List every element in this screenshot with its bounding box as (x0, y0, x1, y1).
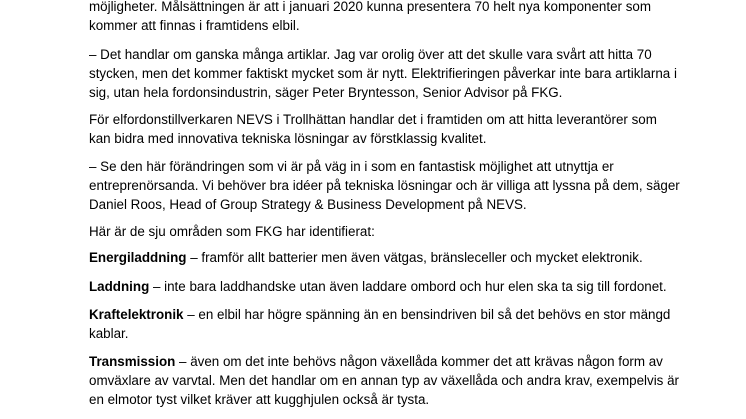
area-term: Energiladdning (89, 250, 187, 265)
text-line (89, 305, 709, 324)
text-line: möjligheter. Målsättningen är att i januari 2020 kunna presentera 70 helt nya komponenter som (89, 0, 652, 14)
text-line: sig, utan hela fordonsindustrin, säger Peter Bryntesson, Senior Advisor på FKG. (89, 85, 563, 100)
area-term: Kraftelektronik (89, 307, 184, 322)
area-description: – framför allt batterier men även vätgas, bränsleceller och mycket elektronik. (186, 250, 643, 265)
text-line: För elfordonstillverkaren NEVS i Trollhättan handlar det i framtiden om att hitta leverantörer som (89, 112, 657, 127)
paragraph-bryntesson-quote (89, 45, 709, 102)
text-line: kablar. (89, 326, 129, 341)
area-description: – en elbil har högre spänning än en bensindriven bil så det behövs en stor mängd (183, 307, 671, 322)
paragraph-nevs (89, 110, 709, 148)
paragraph-areas-intro (89, 222, 709, 241)
text-line: Daniel Roos, Head of Group Strategy & Business Development på NEVS. (89, 197, 527, 212)
paragraph-intro-end (89, 0, 709, 35)
text-line (89, 248, 709, 267)
text-line: entreprenörsanda. Vi behöver bra idéer på tekniska lösningar och är villiga att lyssna på dem, säger (89, 178, 680, 193)
area-kraftelektronik (89, 305, 709, 343)
area-term: Laddning (89, 279, 150, 294)
text-line: kommer att finnas i framtidens elbil. (89, 18, 300, 33)
area-laddning (89, 277, 709, 296)
area-description: – även om det inte behövs någon växellåda kommer det att krävas någon form av (175, 354, 663, 369)
area-description: – inte bara laddhandske utan även laddare ombord och hur elen ska ta sig till fordonet. (149, 279, 667, 294)
text-line: kan bidra med innovativa tekniska lösningar av förstklassig kvalitet. (89, 131, 487, 146)
text-line: omväxlare av varvtal. Men det handlar om en annan typ av växellåda och andra krav, exempelvis är (89, 373, 679, 388)
area-term: Transmission (89, 354, 176, 369)
text-line: Här är de sju områden som FKG har identifierat: (89, 224, 375, 239)
text-line: stycken, men det kommer faktiskt mycket som är nytt. Elektrifieringen påverkar inte bara artiklarna i (89, 66, 677, 81)
text-line (89, 352, 709, 371)
paragraph-roos-quote (89, 157, 709, 214)
area-energiladdning (89, 248, 709, 267)
text-line: en elmotor tyst vilket kräver att kugghjulen också är tysta. (89, 392, 430, 407)
text-line: – Det handlar om ganska många artiklar. Jag var orolig över att det skulle vara svårt att hitta 70 (89, 47, 652, 62)
area-transmission (89, 352, 709, 409)
text-line (89, 277, 709, 296)
text-line: – Se den här förändringen som vi är på väg in i som en fantastisk möjlighet att utnyttja er (89, 159, 614, 174)
